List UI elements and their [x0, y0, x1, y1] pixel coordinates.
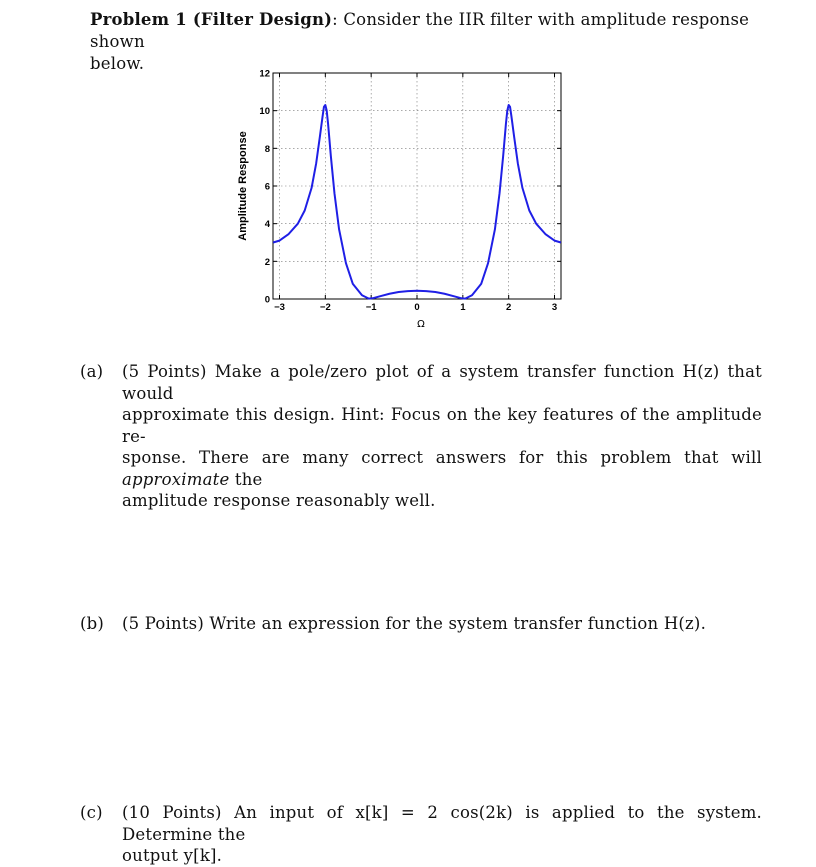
part-a-line3-em: approximate	[122, 469, 230, 489]
x-tick-label: −3	[274, 302, 285, 313]
problem-text-line1: : Consider the IIR filter with amplitude response shown	[90, 10, 750, 51]
part-a-body	[122, 361, 762, 512]
y-tick-label: 2	[264, 256, 270, 268]
grid-layer	[273, 73, 561, 299]
part-a-line3	[122, 447, 762, 490]
part-c	[80, 802, 770, 865]
part-a-tag: (a)	[80, 362, 104, 381]
part-a-line1: (5 Points) Make a pole/zero plot of a system transfer function H(z) that would	[122, 362, 762, 403]
part-c-body	[122, 802, 762, 867]
x-tick-label: −2	[319, 302, 331, 313]
x-tick-label: 1	[460, 302, 466, 313]
y-tick-label: 6	[264, 181, 270, 193]
y-tick-label: 10	[259, 106, 270, 118]
part-a	[80, 361, 770, 510]
part-b	[80, 613, 770, 635]
tick-layer	[259, 69, 561, 314]
problem-text-line2: below.	[90, 54, 145, 73]
part-c-tag: (c)	[80, 803, 103, 822]
chart-svg	[226, 62, 576, 334]
part-b-line1: (5 Points) Write an expression for the system transfer function H(z).	[122, 614, 707, 633]
x-tick-label: −1	[365, 302, 377, 313]
y-tick-label: 0	[264, 294, 270, 306]
y-axis-label: Amplitude Response	[237, 131, 249, 241]
x-tick-label: 2	[506, 302, 512, 313]
x-axis-label: Ω	[417, 319, 425, 330]
y-tick-label: 8	[264, 143, 270, 155]
problem-label: Problem 1 (Filter Design)	[90, 10, 333, 29]
part-b-body	[122, 613, 762, 635]
y-tick-label: 12	[259, 68, 270, 80]
part-a-line3-pre: sponse. There are many correct answers for this problem that will	[122, 448, 762, 467]
x-tick-label: 0	[414, 302, 420, 313]
part-a-line2: approximate this design. Hint: Focus on the key features of the amplitude re-	[122, 405, 762, 446]
part-a-line4: amplitude response reasonably well.	[122, 491, 436, 510]
part-c-line2: output y[k].	[122, 846, 223, 865]
x-tick-label: 3	[551, 302, 558, 313]
y-tick-label: 4	[264, 219, 270, 231]
part-a-line3-post: the	[229, 469, 263, 489]
part-c-line1: (10 Points) An input of x[k] = 2 cos(2k) is applied to the system. Determine the	[122, 803, 762, 844]
part-b-tag: (b)	[80, 614, 105, 633]
amplitude-response-chart	[226, 62, 576, 334]
